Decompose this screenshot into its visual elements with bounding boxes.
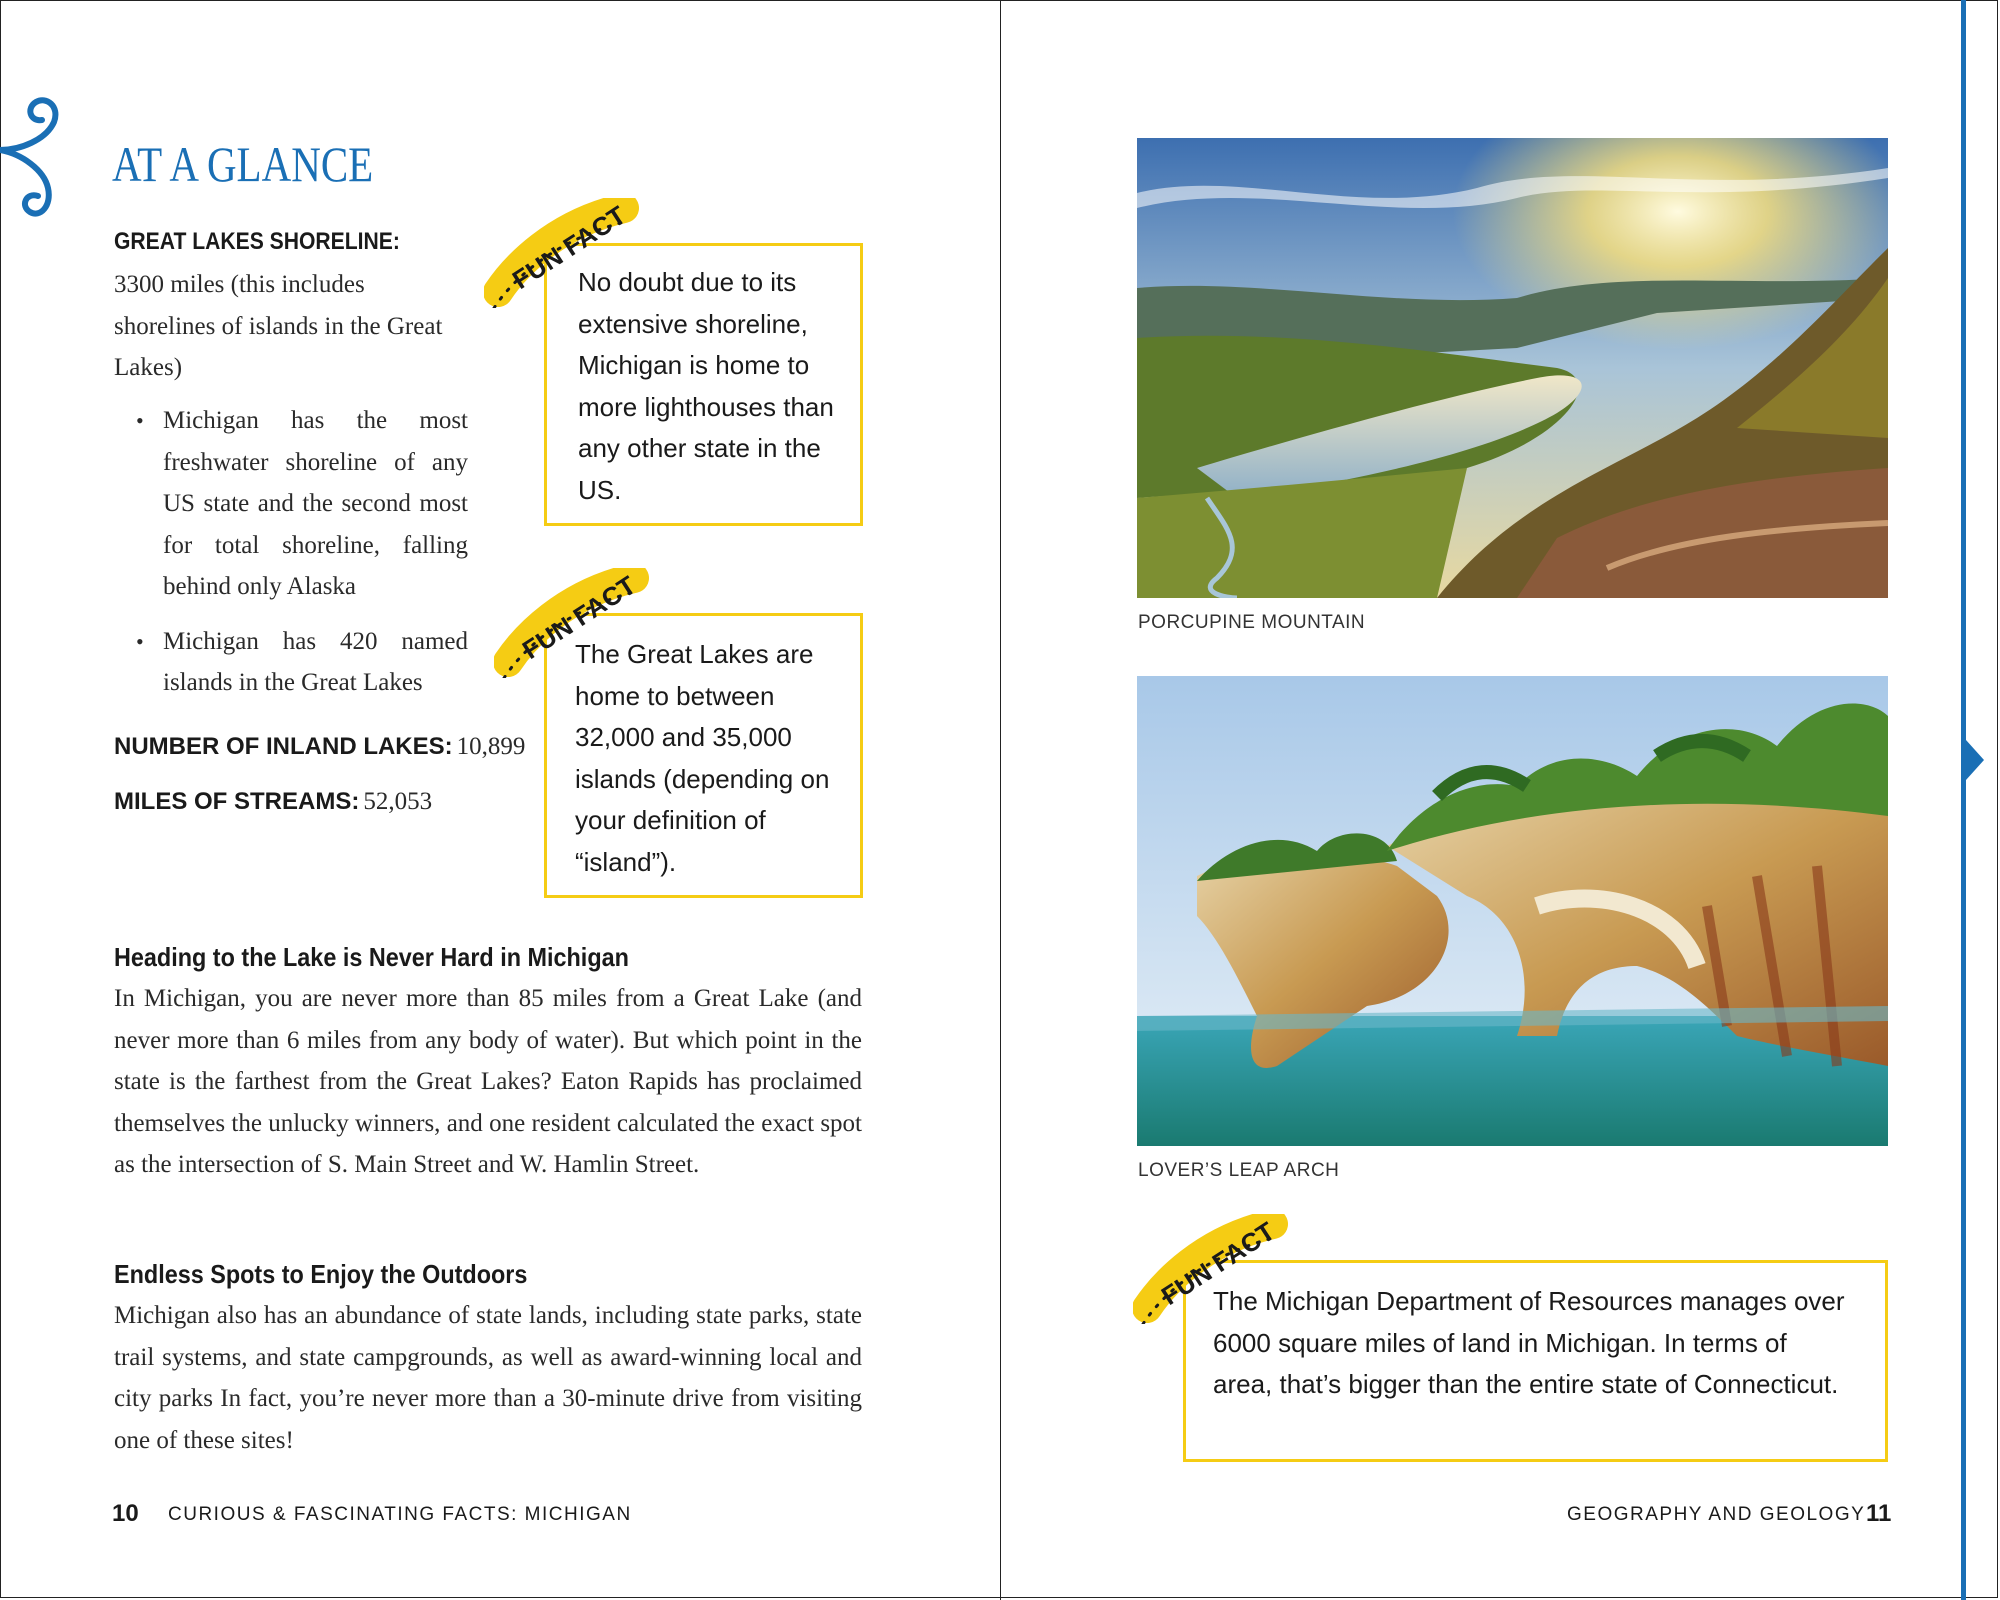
page-gutter <box>1000 0 1001 1600</box>
inland-lakes-stat <box>114 733 525 761</box>
fun-fact-text: The Great Lakes are home to between 32,000 and 35,000 islands (depending on your definition of “island”). <box>575 639 830 877</box>
fun-fact-badge-icon <box>1133 1214 1293 1324</box>
fun-fact-text: No doubt due to its extensive shoreline, Michigan is home to more lighthouses than any other state in the US. <box>578 267 834 505</box>
running-footer: GEOGRAPHY AND GEOLOGY <box>1567 1504 1866 1525</box>
streams-value: 52,053 <box>363 788 433 815</box>
inland-lakes-value: 10,899 <box>456 733 526 760</box>
shoreline-label: GREAT LAKES SHORELINE: <box>114 228 400 255</box>
section-heading: Heading to the Lake is Never Hard in Michigan <box>114 942 629 972</box>
fun-fact-badge-label: FUN FACT <box>1155 1215 1281 1312</box>
bullet-item: • Michigan has 420 named islands in the Great Lakes <box>134 621 468 704</box>
section-body: In Michigan, you are never more than 85 miles from a Great Lake (and never more than 6 miles from any body of water). But which point in the state is the farthest from the Great Lakes? Eaton Rapids has proclaimed themselves the unlucky winners, and one resident calculated the exact spot as the intersection of S. Main Street and W. Hamlin Street. <box>114 985 862 1178</box>
streams-stat <box>114 788 432 816</box>
chapter-edge-bar <box>1961 0 1966 1600</box>
shoreline-value: 3300 miles (this includes shorelines of islands in the Great Lakes) <box>114 271 443 381</box>
lovers-leap-arch-photo <box>1137 676 1888 1146</box>
fun-fact-badge-label: FUN FACT <box>516 569 642 666</box>
swirl-ornament-icon <box>0 88 90 248</box>
fun-fact-text: The Michigan Department of Resources manages over 6000 square miles of land in Michigan. In terms of area, that’s bigger than the entire state of Connecticut. <box>1213 1286 1845 1399</box>
page-title: AT A GLANCE <box>112 136 374 192</box>
chapter-tab-arrow-icon <box>1966 740 1984 780</box>
fun-fact-badge-icon <box>494 568 654 678</box>
photo-caption: PORCUPINE MOUNTAIN <box>1138 612 1366 633</box>
section-heading: Endless Spots to Enjoy the Outdoors <box>114 1259 528 1289</box>
fun-fact-badge-icon <box>484 198 644 308</box>
streams-label: MILES OF STREAMS: <box>114 788 360 815</box>
page-number: 10 <box>112 1500 139 1527</box>
page-number: 11 <box>1866 1500 1892 1527</box>
bullet-item: • Michigan has the most freshwater shoreline of any US state and the second most for total shoreline, falling behind only Alaska <box>134 400 468 608</box>
shoreline-stat <box>114 228 439 256</box>
fun-fact-badge-label: FUN FACT <box>506 199 632 296</box>
running-footer: CURIOUS & FASCINATING FACTS: MICHIGAN <box>168 1504 632 1525</box>
photo-caption: LOVER’S LEAP ARCH <box>1138 1160 1340 1181</box>
shoreline-bullets <box>134 400 468 717</box>
section-body: Michigan also has an abundance of state lands, including state parks, state trail systems, and state campgrounds, as well as award-winning local and city parks In fact, you’re never more than a 30-minute drive from visiting one of these sites! <box>114 1302 862 1454</box>
inland-lakes-label: NUMBER OF INLAND LAKES: <box>114 733 453 760</box>
porcupine-mountain-photo <box>1137 138 1888 598</box>
